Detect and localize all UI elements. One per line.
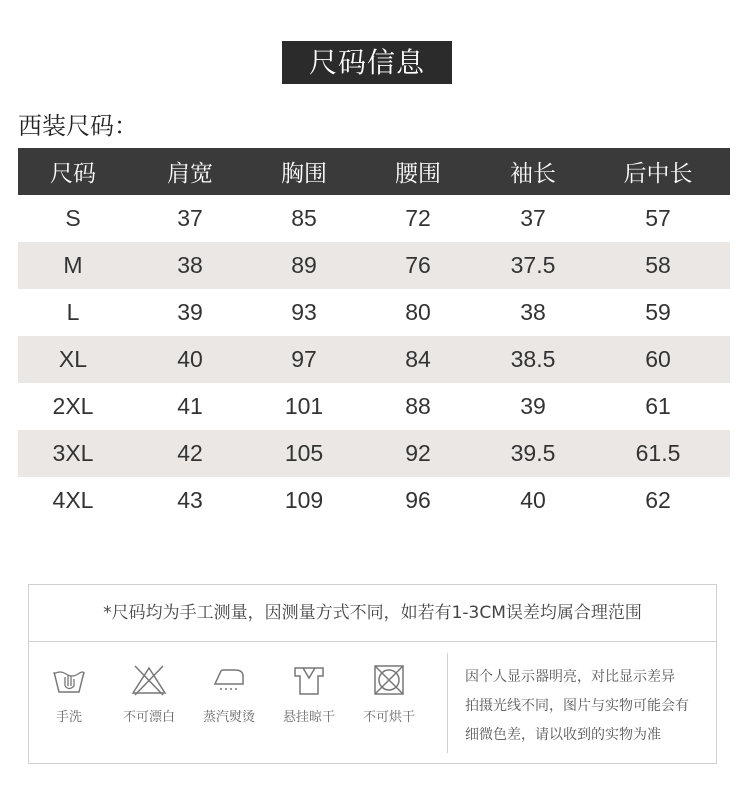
- care-label: 不可漂白: [122, 710, 175, 725]
- table-row: [18, 289, 730, 336]
- table-cell: 42: [128, 430, 252, 477]
- header-shoulder: 肩宽: [128, 148, 252, 195]
- table-cell: 84: [356, 336, 480, 383]
- table-cell: 80: [405, 299, 431, 325]
- table-cell: 76: [356, 242, 480, 289]
- care-item-hand-wash: [29, 642, 109, 725]
- table-cell: 97: [252, 336, 356, 383]
- table-cell: 37: [520, 205, 546, 231]
- table-cell: 39: [177, 299, 203, 325]
- table-cell: 60: [586, 336, 730, 383]
- table-cell: 72: [405, 205, 431, 231]
- care-item-steam-iron: [189, 642, 269, 725]
- care-label: 悬挂晾干: [282, 710, 335, 725]
- care-symbols: [29, 642, 447, 764]
- table-cell: 40: [520, 487, 546, 513]
- disclaimer-line: 细微色差，请以收到的实物为准: [465, 727, 661, 743]
- page-title: 尺码信息: [282, 41, 452, 84]
- measurement-note: *尺码均为手工测量，因测量方式不同，如若有1-3CM误差均属合理范围: [29, 585, 716, 642]
- table-cell: 38: [520, 299, 546, 325]
- table-header-row: [18, 148, 730, 195]
- table-cell: 88: [405, 393, 431, 419]
- table-cell: 43: [177, 487, 203, 513]
- table-cell: 101: [284, 393, 324, 419]
- hand-wash-icon: [51, 664, 87, 696]
- table-row: [18, 430, 730, 477]
- divider: [447, 653, 448, 753]
- table-cell: 38.5: [480, 336, 586, 383]
- table-row: [18, 383, 730, 430]
- table-cell: 89: [252, 242, 356, 289]
- table-cell: 105: [252, 430, 356, 477]
- table-cell: 3XL: [18, 430, 128, 477]
- table-cell: S: [65, 205, 81, 231]
- table-cell: 2XL: [52, 393, 94, 419]
- table-cell: 41: [177, 393, 203, 419]
- table-cell: 38: [128, 242, 252, 289]
- care-item-no-tumble-dry: [349, 642, 429, 725]
- table-cell: 4XL: [52, 487, 94, 513]
- table-cell: 59: [645, 299, 671, 325]
- table-cell: 92: [356, 430, 480, 477]
- table-cell: 93: [291, 299, 317, 325]
- table-cell: 58: [586, 242, 730, 289]
- table-cell: M: [18, 242, 128, 289]
- care-label: 不可烘干: [362, 710, 415, 725]
- table-cell: 57: [645, 205, 671, 231]
- table-cell: 37.5: [480, 242, 586, 289]
- header-size: 尺码: [18, 148, 128, 195]
- header-back-length: 后中长: [586, 148, 730, 195]
- table-row: [18, 195, 730, 242]
- steam-iron-icon: [211, 664, 247, 696]
- table-cell: L: [66, 299, 80, 325]
- header-sleeve: 袖长: [480, 148, 586, 195]
- table-cell: 85: [291, 205, 317, 231]
- section-subtitle: 西装尺码：: [18, 112, 138, 140]
- table-cell: 96: [405, 487, 431, 513]
- hang-dry-icon: [291, 664, 327, 696]
- color-disclaimer: [465, 663, 715, 750]
- table-cell: 62: [645, 487, 671, 513]
- table-cell: 39: [520, 393, 546, 419]
- table-cell: 39.5: [480, 430, 586, 477]
- table-cell: 40: [128, 336, 252, 383]
- care-label: 手洗: [55, 710, 82, 725]
- table-row: [18, 477, 730, 524]
- table-cell: 109: [284, 487, 324, 513]
- table-row: [18, 242, 730, 289]
- no-bleach-icon: [131, 664, 167, 696]
- care-label: 蒸汽熨烫: [202, 710, 255, 725]
- care-item-no-bleach: [109, 642, 189, 725]
- no-tumble-dry-icon: [371, 664, 407, 696]
- table-row: [18, 336, 730, 383]
- header-chest: 胸围: [252, 148, 356, 195]
- disclaimer-line: 拍摄光线不同，图片与实物可能会有: [465, 698, 689, 714]
- size-table: [18, 148, 730, 524]
- table-cell: XL: [18, 336, 128, 383]
- header-waist: 腰围: [356, 148, 480, 195]
- disclaimer-line: 因个人显示器明亮，对比显示差异: [465, 669, 675, 685]
- care-item-hang-dry: [269, 642, 349, 725]
- table-cell: 37: [177, 205, 203, 231]
- care-info-box: [28, 584, 717, 764]
- table-cell: 61: [645, 393, 671, 419]
- table-cell: 61.5: [586, 430, 730, 477]
